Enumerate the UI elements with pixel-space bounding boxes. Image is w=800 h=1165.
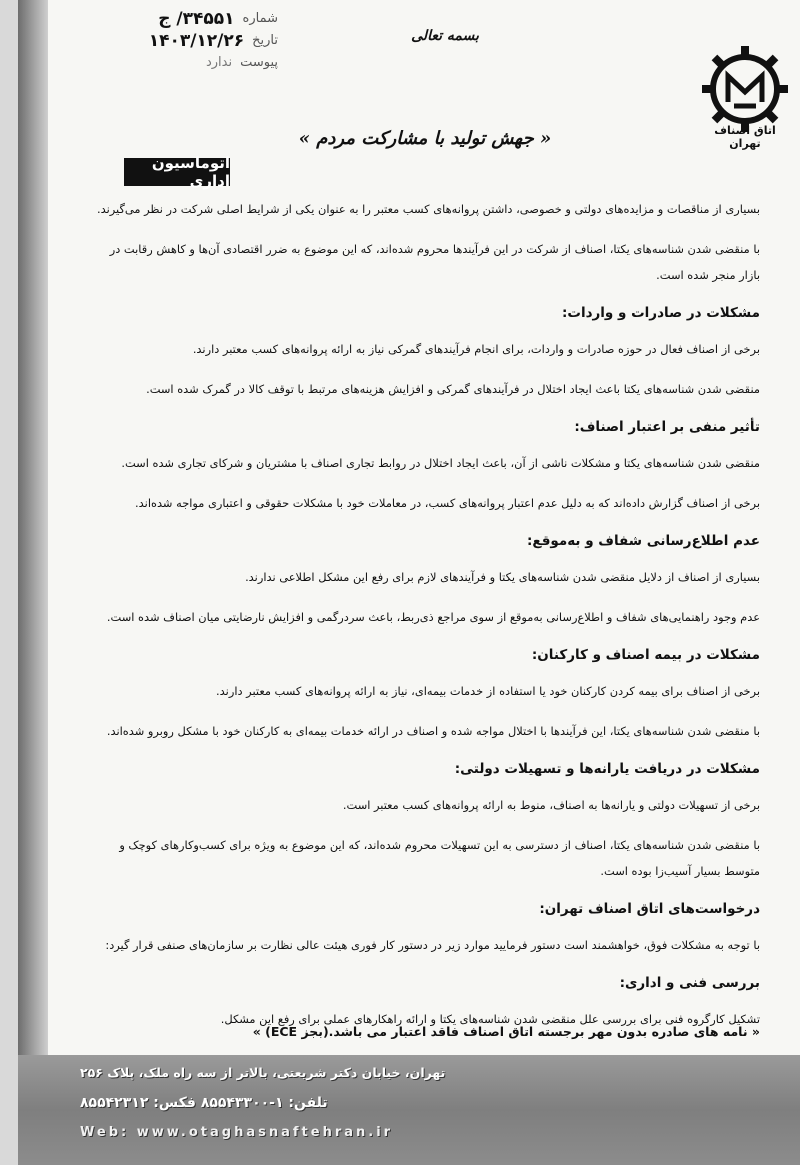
section-paragraph: با منقضی شدن شناسه‌های یکتا، این فرآیندها با اختلال مواجه شده و اصناف در ارائه خدمات بیمه‌ای به کارکنان خود با مشکل روبرو شده‌اند.: [106, 724, 760, 738]
section-heading: بررسی فنی و اداری:: [619, 975, 760, 991]
letter-meta: [108, 8, 278, 74]
section-heading: مشکلات در صادرات و واردات:: [562, 305, 760, 321]
letter-attachment-row: [108, 52, 278, 74]
letter-number-row: [108, 8, 278, 30]
footer-address: تهران، خیابان دکتر شریعتی، بالاتر از سه راه ملک، پلاک ۲۵۶: [80, 1065, 446, 1080]
section-paragraph: عدم وجود راهنمایی‌های شفاف و اطلاع‌رسانی به‌موقع از سوی مراجع ذی‌ربط، باعث سردرگمی و افزایش نارضایتی میان اصناف شده است.: [106, 610, 760, 624]
section-paragraph: بسیاری از اصناف از دلایل منقضی شدن شناسه‌های یکتا و فرآیندهای لازم برای رفع این مشکل اطلاعی ندارند.: [245, 570, 760, 584]
letterhead-footer: [18, 1055, 800, 1165]
letter-date-row: [108, 30, 278, 52]
section-heading: عدم اطلاع‌رسانی شفاف و به‌موقع:: [526, 533, 760, 549]
section-paragraph: برخی از تسهیلات دولتی و یارانه‌ها به اصناف، منوط به ارائه پروانه‌های کسب معتبر است.: [342, 798, 760, 812]
intro-paragraph: بسیاری از مناقصات و مزایده‌های دولتی و خصوصی، داشتن پروانه‌های کسب معتبر را به عنوان یکی از شرایط اصلی شرکت در نظر می‌گیرند.: [97, 202, 760, 216]
section-paragraph: برخی از اصناف برای بیمه کردن کارکنان خود یا استفاده از خدمات بیمه‌ای، نیاز به ارائه پروانه‌های کسب معتبر دارند.: [216, 684, 760, 698]
letter-title-badge: اتوماسیون اداری: [124, 158, 230, 186]
section-paragraph: برخی از اصناف گزارش داده‌اند که به دلیل عدم اعتبار پروانه‌های کسب، در معاملات خود با مشکلات حقوقی و اعتباری مواجه شده‌اند.: [135, 496, 760, 510]
letter-body: [96, 196, 760, 1046]
section-heading: درخواست‌های اتاق اصناف تهران:: [539, 901, 760, 917]
logo-caption: اتاق اصناف تهران: [714, 124, 776, 150]
scan-edge-shadow: [18, 0, 48, 1165]
section-paragraph: تشکیل کارگروه فنی برای بررسی علل منقضی شدن شناسه‌های یکتا و ارائه راهکارهای عملی برای رفع این مشکل.: [220, 1012, 760, 1026]
letter-date-label: تاریخ: [252, 33, 278, 48]
section-paragraph: برخی از اصناف فعال در حوزه صادرات و واردات، برای انجام فرآیندهای گمرکی نیاز به ارائه پروانه‌های کسب معتبر دارند.: [192, 342, 760, 356]
footer-website: Web: www.otaghasnaftehran.ir: [80, 1125, 394, 1140]
letter-date-value: ۱۴۰۳/۱۲/۲۶: [148, 31, 245, 51]
letter-attachment-value: ندارد: [205, 55, 233, 70]
letter-number-label: شماره: [242, 11, 278, 26]
bismillah: بسمه تعالی: [411, 28, 479, 44]
intro-paragraph: با منقضی شدن شناسه‌های یکتا، اصناف از شرکت در این فرآیندها محروم شده‌اند، که این موضوع به ضرر اقتصادی آن‌ها و کاهش رقابت در بازار منجر شده است.: [109, 242, 760, 282]
validity-note: « نامه های صادره بدون مهر برجسته اتاق اصناف فاقد اعتبار می باشد.(بجز ECE) »: [252, 1024, 760, 1039]
section-paragraph: منقضی شدن شناسه‌های یکتا باعث ایجاد اختلال در فرآیندهای گمرکی و افزایش هزینه‌های مرتبط با توقف کالا در گمرک شده است.: [146, 382, 760, 396]
section-heading: تأثیر منفی بر اعتبار اصناف:: [574, 419, 760, 435]
letter-number-value: ۳۴۵۵۱/ ج: [158, 9, 235, 29]
section-paragraph: با توجه به مشکلات فوق، خواهشمند است دستور فرمایید موارد زیر در دستور کار فوری هیئت عالی نظارت بر سازمان‌های صنفی قرار گیرد:: [105, 938, 760, 952]
section-paragraph: منقضی شدن شناسه‌های یکتا و مشکلات ناشی از آن، باعث ایجاد اختلال در روابط تجاری اصناف با مشتریان و شرکای تجاری شده است.: [121, 456, 760, 470]
footer-phones: تلفن: ۱-۸۵۵۴۳۳۰۰ فکس: ۸۵۵۴۲۳۱۲: [80, 1095, 328, 1111]
section-heading: مشکلات در بیمه اصناف و کارکنان:: [531, 647, 760, 663]
section-paragraph: با منقضی شدن شناسه‌های یکتا، اصناف از دسترسی به این تسهیلات محروم شده‌اند، که این موضوع به ویژه برای کسب‌وکارهای کوچک و متوسط بسیار آسیب‌زا بوده است.: [119, 838, 760, 878]
slogan: « جهش تولید با مشارکت مردم »: [298, 128, 552, 149]
letter-attachment-label: پیوست: [240, 55, 278, 70]
section-heading: مشکلات در دریافت یارانه‌ها و تسهیلات دولتی:: [454, 761, 760, 777]
